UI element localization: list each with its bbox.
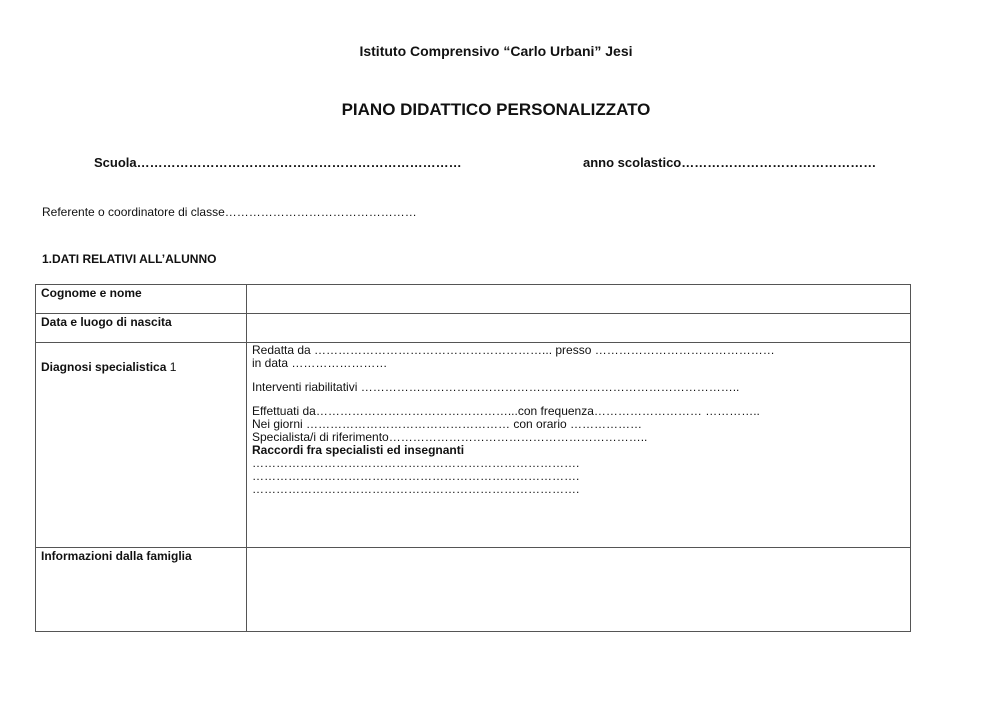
school-field: Scuola…………………………………………………………………	[94, 155, 462, 170]
referent-field: Referente o coordinatore di classe…………………………………………	[42, 205, 417, 219]
performed-by-line: Effettuati da…………………………………………...con frequenza……………………… …………..	[252, 404, 760, 418]
section-title: 1.DATI RELATIVI ALL’ALUNNO	[42, 252, 217, 266]
diagnosis-details-cell[interactable]	[247, 343, 911, 548]
document-title: PIANO DIDATTICO PERSONALIZZATO	[341, 100, 651, 119]
footnote-number: 1	[169, 360, 177, 374]
diagnosis-label-wrap	[41, 360, 241, 374]
name-value-cell[interactable]	[247, 285, 911, 314]
links-title: Raccordi fra specialisti ed insegnanti	[252, 443, 465, 457]
days-line: Nei giorni …………………………………………… con orario ………………	[252, 417, 643, 431]
family-info-label: Informazioni dalla famiglia	[36, 548, 247, 632]
table-row	[36, 548, 911, 632]
blank-line-2: ……………………………………………………………………….	[252, 469, 580, 483]
diagnosis-label: Diagnosi specialistica	[41, 360, 167, 374]
family-info-cell[interactable]	[247, 548, 911, 632]
birth-label: Data e luogo di nascita	[36, 314, 247, 343]
blank-line-1: ……………………………………………………………………….	[252, 456, 580, 470]
table-row	[36, 314, 911, 343]
diagnosis-label-cell	[36, 343, 247, 548]
birth-value-cell[interactable]	[247, 314, 911, 343]
student-data-table	[35, 284, 911, 632]
table-row	[36, 285, 911, 314]
date-line: in data ……………………	[252, 356, 388, 370]
specialists-line: Specialista/i di riferimento………………………………………………………..	[252, 430, 648, 444]
table-row	[36, 343, 911, 548]
drafted-by-line: Redatta da …………………………………………………... presso ………………………………………	[252, 343, 775, 357]
school-year-field: anno scolastico………………………………………	[583, 155, 877, 170]
blank-line-3: ……………………………………………………………………….	[252, 482, 580, 496]
name-label: Cognome e nome	[36, 285, 247, 314]
interventions-line: Interventi riabilitativi …………………………………………………………………………………..	[252, 380, 740, 394]
institute-name: Istituto Comprensivo “Carlo Urbani” Jesi	[359, 43, 633, 59]
